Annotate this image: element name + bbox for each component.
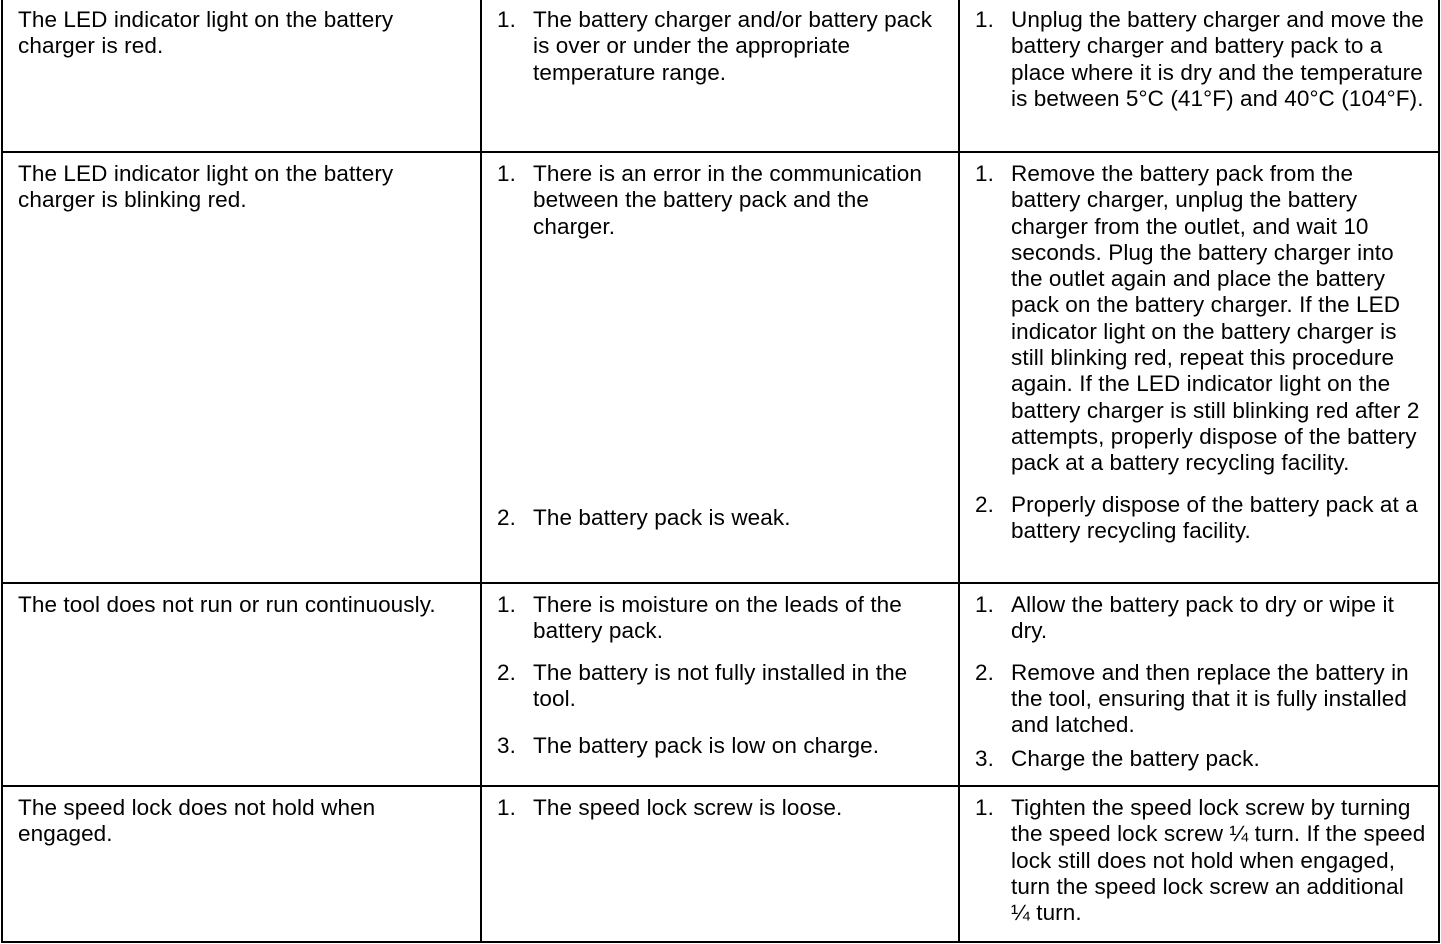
action-text: Allow the battery pack to dry or wipe it dry. (1011, 592, 1394, 644)
cause-text: The battery is not fully installed in the tool. (533, 659, 908, 711)
action-cell (959, 786, 1439, 942)
action-number: 2. (975, 491, 994, 517)
action-text: Remove the battery pack from the battery charger, unplug the battery charger from the outlet, and wait 10 seconds. Plug the battery charger into the outlet again and place the battery pack on the battery charger. If the LED indicator light on the battery charger is still blinking red, repeat this procedure again. If the LED indicator light on the battery charger is still blinking red after 2 attempts, properly dispose of the battery pack at a battery recycling facility. (1011, 161, 1420, 476)
problem-text: The speed lock does not hold when engaged. (18, 795, 376, 847)
problem-text: The tool does not run or run continuously. (18, 592, 436, 617)
action-item (975, 7, 1428, 112)
cause-number: 1. (497, 592, 516, 617)
action-number: 3. (975, 746, 994, 772)
cause-text: The battery pack is weak. (533, 504, 791, 530)
action-text: Tighten the speed lock screw by turning the speed lock screw ¼ turn. If the speed lock still does not hold when engaged, turn the speed lock screw an additional ¼ turn. (1011, 795, 1426, 926)
cause-text: There is moisture on the leads of the battery pack. (533, 592, 902, 644)
problem-text: The LED indicator light on the battery charger is red. (18, 7, 394, 59)
cause-number: 2. (497, 504, 516, 530)
cause-text: There is an error in the communication between the battery pack and the charger. (533, 161, 922, 239)
cause-item (497, 733, 948, 759)
cause-number: 2. (497, 659, 516, 685)
cause-item (497, 7, 948, 86)
cause-item (497, 592, 948, 645)
action-number: 1. (975, 795, 994, 820)
action-item (975, 592, 1428, 645)
troubleshooting-table (1, 0, 1440, 943)
cause-item (497, 795, 948, 821)
cause-cell (481, 0, 959, 152)
action-text: Properly dispose of the battery pack at a battery recycling facility. (1011, 491, 1418, 543)
cause-cell (481, 786, 959, 942)
cause-item (497, 660, 948, 713)
cause-item (497, 161, 948, 240)
cause-number: 1. (497, 7, 516, 32)
cause-number: 3. (497, 733, 516, 759)
action-text: Charge the battery pack. (1011, 746, 1260, 772)
action-number: 1. (975, 7, 994, 32)
action-cell (959, 583, 1439, 786)
action-number: 1. (975, 592, 994, 617)
problem-cell (2, 786, 481, 942)
problem-cell (2, 152, 481, 583)
action-item (975, 660, 1428, 739)
action-text: Remove and then replace the battery in the tool, ensuring that it is fully installed and latched. (1011, 659, 1409, 738)
problem-cell (2, 583, 481, 786)
cause-cell (481, 152, 959, 583)
action-item (975, 492, 1428, 545)
cause-number: 1. (497, 161, 516, 186)
table-row (2, 786, 1439, 942)
action-cell (959, 0, 1439, 152)
problem-text: The LED indicator light on the battery charger is blinking red. (18, 161, 394, 213)
table-row (2, 583, 1439, 786)
cause-text: The battery pack is low on charge. (533, 733, 880, 759)
table-row (2, 152, 1439, 583)
cause-item (497, 505, 948, 531)
cause-text: The battery charger and/or battery pack is over or under the appropriate temperature range. (533, 7, 933, 85)
cause-cell (481, 583, 959, 786)
table-row (2, 0, 1439, 152)
action-number: 2. (975, 659, 994, 685)
action-item (975, 746, 1428, 772)
action-text: Unplug the battery charger and move the battery charger and battery pack to a place where it is dry and the temperature is between 5°C (41°F) and 40°C (104°F). (1011, 7, 1424, 111)
problem-cell (2, 0, 481, 152)
action-item (975, 795, 1428, 926)
action-number: 1. (975, 161, 994, 186)
action-cell (959, 152, 1439, 583)
action-item (975, 161, 1428, 477)
cause-text: The speed lock screw is loose. (533, 795, 843, 820)
cause-number: 1. (497, 795, 516, 820)
